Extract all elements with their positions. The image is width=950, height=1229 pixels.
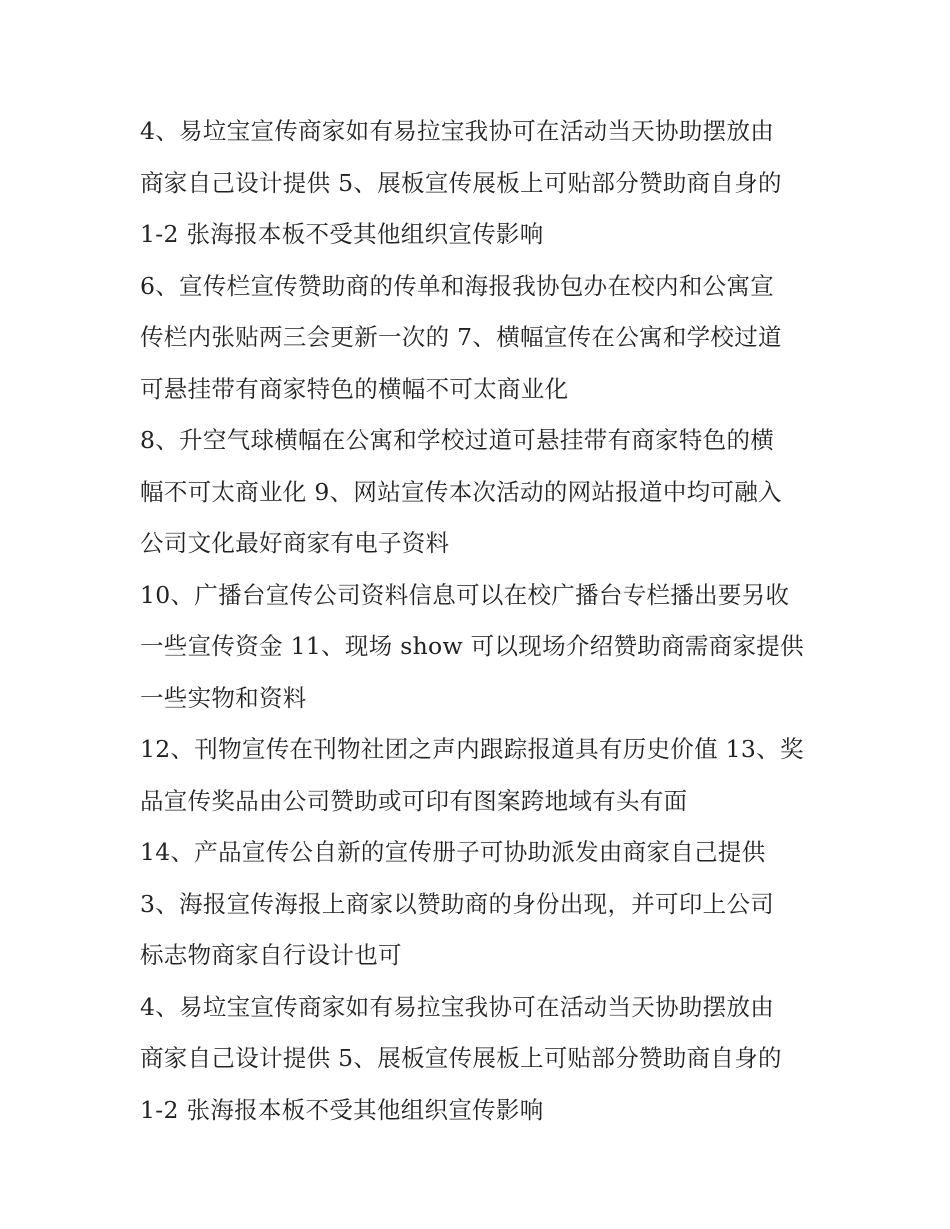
text-line: 一些宣传资金 11、现场 show 可以现场介绍赞助商需商家提供 (140, 632, 804, 660)
text-line: 公司文化最好商家有电子资料 (140, 529, 450, 557)
paragraph-item-10-broadcast (140, 570, 820, 725)
text-line: 10、广播台宣传公司资料信息可以在校广播台专栏播出要另收 (140, 580, 790, 609)
text-line: 品宣传奖品由公司赞助或可印有图案跨地域有头有面 (140, 786, 688, 815)
text-line: 8、升空气球横幅在公寓和学校过道可悬挂带有商家特色的横 (140, 426, 775, 454)
text-line: 可悬挂带有商家特色的横幅不可太商业化 (140, 374, 569, 403)
text-line: 4、易垃宝宣传商家如有易拉宝我协可在活动当天协助摆放由 (140, 117, 775, 145)
text-line: 14、产品宣传公自新的宣传册子可协助派发由商家自己提供 (140, 838, 766, 866)
text-line: 商家自己设计提供 5、展板宣传展板上可贴部分赞助商自身的 (140, 168, 782, 197)
paragraph-item-8-balloon (140, 415, 820, 570)
paragraph-item-12-publication (140, 724, 820, 827)
paragraph-item-4-easel (140, 106, 820, 261)
text-line: 商家自己设计提供 5、展板宣传展板上可贴部分赞助商自身的 (140, 1044, 782, 1072)
paragraph-item-6-bulletin (140, 261, 820, 416)
paragraph-item-3-poster (140, 879, 820, 982)
text-line: 6、宣传栏宣传赞助商的传单和海报我协包办在校内和公寓宣 (140, 271, 775, 300)
text-line: 12、刊物宣传在刊物社团之声内跟踪报道具有历史价值 13、奖 (140, 735, 804, 763)
text-line: 4、易垃宝宣传商家如有易拉宝我协可在活动当天协助摆放由 (140, 992, 775, 1021)
paragraph-item-14-product (140, 827, 820, 879)
text-line: 一些实物和资料 (140, 683, 307, 712)
text-line: 标志物商家自行设计也可 (140, 941, 402, 969)
paragraph-item-4-easel-repeat (140, 982, 820, 1137)
text-line: 传栏内张贴两三会更新一次的 7、横幅宣传在公寓和学校过道 (140, 323, 782, 351)
text-line: 3、海报宣传海报上商家以赞助商的身份出现，并可印上公司 (140, 889, 775, 918)
text-line: 1-2 张海报本板不受其他组织宣传影响 (140, 220, 544, 248)
text-line: 幅不可太商业化 9、网站宣传本次活动的网站报道中均可融入 (140, 477, 782, 506)
document-body (140, 106, 820, 1136)
text-line: 1-2 张海报本板不受其他组织宣传影响 (140, 1095, 544, 1124)
